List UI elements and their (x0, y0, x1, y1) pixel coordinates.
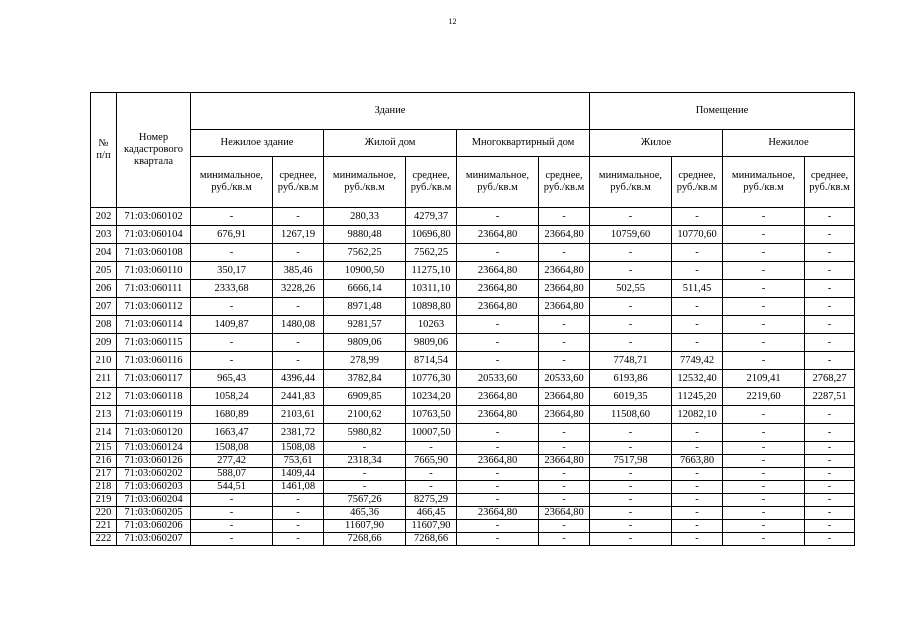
value-min-cell: - (457, 424, 539, 442)
value-avg-cell: 23664,80 (539, 262, 590, 280)
header-min: минимальное, руб./кв.м (191, 157, 273, 208)
cadastral-quarter-code: 71:03:060111 (117, 280, 191, 298)
value-avg-cell: - (273, 520, 324, 533)
value-min-cell: - (457, 494, 539, 507)
value-avg-cell: - (539, 352, 590, 370)
row-number: 203 (91, 226, 117, 244)
value-min-cell: 544,51 (191, 481, 273, 494)
header-avg: среднее, руб./кв.м (406, 157, 457, 208)
value-min-cell: - (457, 520, 539, 533)
value-avg-cell: - (805, 226, 855, 244)
value-avg-cell: 2381,72 (273, 424, 324, 442)
value-avg-cell: - (273, 507, 324, 520)
row-number: 214 (91, 424, 117, 442)
value-avg-cell: - (805, 244, 855, 262)
value-min-cell: - (457, 334, 539, 352)
value-min-cell: - (723, 334, 805, 352)
value-avg-cell: - (539, 494, 590, 507)
value-min-cell: - (723, 352, 805, 370)
row-number: 222 (91, 533, 117, 546)
value-avg-cell: 23664,80 (539, 298, 590, 316)
cadastral-quarter-code: 71:03:060116 (117, 352, 191, 370)
row-number: 204 (91, 244, 117, 262)
table-row (91, 468, 855, 481)
value-min-cell: - (723, 533, 805, 546)
cadastral-quarter-code: 71:03:060108 (117, 244, 191, 262)
value-min-cell: 278,99 (324, 352, 406, 370)
value-min-cell: - (457, 468, 539, 481)
value-avg-cell: 1461,08 (273, 481, 324, 494)
value-min-cell: - (324, 468, 406, 481)
value-min-cell: - (723, 481, 805, 494)
value-avg-cell: - (672, 520, 723, 533)
row-number: 211 (91, 370, 117, 388)
value-avg-cell: - (805, 406, 855, 424)
row-number: 216 (91, 455, 117, 468)
value-avg-cell: 7268,66 (406, 533, 457, 546)
cadastral-quarter-code: 71:03:060204 (117, 494, 191, 507)
value-min-cell: - (191, 298, 273, 316)
header-avg: среднее, руб./кв.м (539, 157, 590, 208)
value-avg-cell: 4396,44 (273, 370, 324, 388)
value-avg-cell: - (805, 298, 855, 316)
value-avg-cell: 23664,80 (539, 388, 590, 406)
value-avg-cell: 4279,37 (406, 208, 457, 226)
table-body (91, 208, 855, 546)
value-min-cell: 2318,34 (324, 455, 406, 468)
value-min-cell: 23664,80 (457, 298, 539, 316)
value-min-cell: - (191, 520, 273, 533)
cadastral-quarter-code: 71:03:060117 (117, 370, 191, 388)
value-avg-cell: - (672, 468, 723, 481)
value-avg-cell: - (539, 481, 590, 494)
value-min-cell: - (590, 507, 672, 520)
value-min-cell: - (457, 316, 539, 334)
value-avg-cell: - (672, 244, 723, 262)
value-min-cell: 1680,89 (191, 406, 273, 424)
value-min-cell: 6193,86 (590, 370, 672, 388)
value-avg-cell: - (672, 494, 723, 507)
value-min-cell: - (590, 334, 672, 352)
value-min-cell: 3782,84 (324, 370, 406, 388)
value-avg-cell: 12532,40 (672, 370, 723, 388)
value-min-cell: 676,91 (191, 226, 273, 244)
value-min-cell: 2100,62 (324, 406, 406, 424)
value-avg-cell: - (273, 244, 324, 262)
value-avg-cell: 10696,80 (406, 226, 457, 244)
value-avg-cell: 10311,10 (406, 280, 457, 298)
value-avg-cell: 10898,80 (406, 298, 457, 316)
row-number: 213 (91, 406, 117, 424)
value-min-cell: - (723, 442, 805, 455)
value-min-cell: - (324, 481, 406, 494)
value-min-cell: 11508,60 (590, 406, 672, 424)
value-avg-cell: - (406, 481, 457, 494)
value-avg-cell: - (273, 352, 324, 370)
header-min: минимальное, руб./кв.м (590, 157, 672, 208)
value-avg-cell: 7562,25 (406, 244, 457, 262)
value-avg-cell: 10263 (406, 316, 457, 334)
value-min-cell: 23664,80 (457, 406, 539, 424)
cadastral-quarter-code: 71:03:060112 (117, 298, 191, 316)
value-min-cell: - (191, 507, 273, 520)
value-min-cell: 6909,85 (324, 388, 406, 406)
value-min-cell: - (457, 352, 539, 370)
cadastral-quarter-code: 71:03:060126 (117, 455, 191, 468)
value-avg-cell: 8714,54 (406, 352, 457, 370)
value-min-cell: 23664,80 (457, 280, 539, 298)
value-min-cell: 9281,57 (324, 316, 406, 334)
value-min-cell: 11607,90 (324, 520, 406, 533)
value-min-cell: 7517,98 (590, 455, 672, 468)
value-min-cell: - (191, 244, 273, 262)
value-avg-cell: - (805, 520, 855, 533)
header-min: минимальное, руб./кв.м (457, 157, 539, 208)
value-avg-cell: - (805, 280, 855, 298)
value-min-cell: - (590, 298, 672, 316)
value-avg-cell: 10763,50 (406, 406, 457, 424)
value-avg-cell: - (805, 507, 855, 520)
table-row (91, 334, 855, 352)
header-num: № п/п (91, 93, 117, 208)
value-min-cell: - (723, 262, 805, 280)
value-avg-cell: - (406, 468, 457, 481)
value-min-cell: 588,07 (191, 468, 273, 481)
header-premises: Помещение (590, 93, 855, 130)
table-row (91, 424, 855, 442)
row-number: 208 (91, 316, 117, 334)
value-avg-cell: - (273, 533, 324, 546)
value-min-cell: 965,43 (191, 370, 273, 388)
value-avg-cell: - (805, 424, 855, 442)
value-avg-cell: - (539, 520, 590, 533)
value-min-cell: 9880,48 (324, 226, 406, 244)
cadastral-quarter-code: 71:03:060120 (117, 424, 191, 442)
value-min-cell: - (590, 244, 672, 262)
value-avg-cell: 10007,50 (406, 424, 457, 442)
value-min-cell: - (723, 520, 805, 533)
value-avg-cell: 7663,80 (672, 455, 723, 468)
row-number: 215 (91, 442, 117, 455)
header-quarter: Номер кадастрового квартала (117, 93, 191, 208)
value-min-cell: 8971,48 (324, 298, 406, 316)
value-avg-cell: - (273, 494, 324, 507)
value-min-cell: - (723, 455, 805, 468)
value-avg-cell: - (805, 352, 855, 370)
value-min-cell: - (590, 481, 672, 494)
value-avg-cell: - (672, 442, 723, 455)
value-avg-cell: 1409,44 (273, 468, 324, 481)
value-min-cell: - (590, 424, 672, 442)
cadastral-quarter-code: 71:03:060206 (117, 520, 191, 533)
value-min-cell: 1508,08 (191, 442, 273, 455)
row-number: 202 (91, 208, 117, 226)
value-avg-cell: 23664,80 (539, 455, 590, 468)
value-avg-cell: - (805, 455, 855, 468)
value-min-cell: - (590, 468, 672, 481)
table-row (91, 280, 855, 298)
value-avg-cell: 1508,08 (273, 442, 324, 455)
value-min-cell: - (191, 533, 273, 546)
value-min-cell: 1409,87 (191, 316, 273, 334)
value-avg-cell: - (539, 533, 590, 546)
value-avg-cell: 10770,60 (672, 226, 723, 244)
value-avg-cell: 12082,10 (672, 406, 723, 424)
value-min-cell: 23664,80 (457, 226, 539, 244)
value-avg-cell: 23664,80 (539, 507, 590, 520)
header-nonres-building: Нежилое здание (191, 130, 324, 157)
value-avg-cell: 1267,19 (273, 226, 324, 244)
value-min-cell: 23664,80 (457, 388, 539, 406)
value-min-cell: 6666,14 (324, 280, 406, 298)
value-avg-cell: - (805, 334, 855, 352)
value-avg-cell: 3228,26 (273, 280, 324, 298)
table-row (91, 406, 855, 424)
value-min-cell: - (723, 424, 805, 442)
value-min-cell: - (723, 298, 805, 316)
value-avg-cell: - (805, 442, 855, 455)
value-avg-cell: 7665,90 (406, 455, 457, 468)
value-avg-cell: - (539, 424, 590, 442)
value-min-cell: - (723, 494, 805, 507)
header-avg: среднее, руб./кв.м (672, 157, 723, 208)
table-row (91, 455, 855, 468)
value-avg-cell: - (539, 208, 590, 226)
row-number: 210 (91, 352, 117, 370)
value-min-cell: 6019,35 (590, 388, 672, 406)
value-avg-cell: - (539, 244, 590, 262)
value-min-cell: - (457, 208, 539, 226)
value-avg-cell: - (539, 442, 590, 455)
value-min-cell: 502,55 (590, 280, 672, 298)
cadastral-quarter-code: 71:03:060114 (117, 316, 191, 334)
header-min: минимальное, руб./кв.м (324, 157, 406, 208)
value-min-cell: 23664,80 (457, 262, 539, 280)
header-avg: среднее, руб./кв.м (273, 157, 324, 208)
value-avg-cell: 23664,80 (539, 226, 590, 244)
value-avg-cell: - (805, 316, 855, 334)
table-row (91, 388, 855, 406)
table-row (91, 442, 855, 455)
row-number: 206 (91, 280, 117, 298)
cadastral-quarter-code: 71:03:060124 (117, 442, 191, 455)
value-avg-cell: 9809,06 (406, 334, 457, 352)
row-number: 209 (91, 334, 117, 352)
value-min-cell: 10900,50 (324, 262, 406, 280)
value-min-cell: - (723, 316, 805, 334)
value-avg-cell: 2441,83 (273, 388, 324, 406)
value-min-cell: - (191, 208, 273, 226)
value-avg-cell: - (672, 316, 723, 334)
value-avg-cell: 1480,08 (273, 316, 324, 334)
value-avg-cell: 8275,29 (406, 494, 457, 507)
value-avg-cell: - (273, 298, 324, 316)
value-avg-cell: - (539, 468, 590, 481)
cadastral-quarter-code: 71:03:060119 (117, 406, 191, 424)
value-avg-cell: - (805, 533, 855, 546)
table-row (91, 298, 855, 316)
table-row (91, 208, 855, 226)
value-min-cell: - (590, 520, 672, 533)
value-avg-cell: - (805, 494, 855, 507)
value-avg-cell: 23664,80 (539, 406, 590, 424)
value-min-cell: - (191, 334, 273, 352)
value-min-cell: - (723, 244, 805, 262)
value-min-cell: - (590, 442, 672, 455)
table-row (91, 494, 855, 507)
value-min-cell: - (590, 316, 672, 334)
value-min-cell: 23664,80 (457, 507, 539, 520)
value-avg-cell: 10234,20 (406, 388, 457, 406)
value-avg-cell: 23664,80 (539, 280, 590, 298)
value-min-cell: - (723, 280, 805, 298)
table-row (91, 262, 855, 280)
table-row (91, 370, 855, 388)
table-row (91, 507, 855, 520)
value-avg-cell: 2287,51 (805, 388, 855, 406)
row-number: 217 (91, 468, 117, 481)
value-min-cell: 7748,71 (590, 352, 672, 370)
value-avg-cell: - (539, 316, 590, 334)
value-min-cell: - (191, 494, 273, 507)
value-min-cell: - (324, 442, 406, 455)
row-number: 207 (91, 298, 117, 316)
value-avg-cell: 20533,60 (539, 370, 590, 388)
value-min-cell: 7268,66 (324, 533, 406, 546)
table-row (91, 481, 855, 494)
value-min-cell: - (723, 507, 805, 520)
cadastral-quarter-code: 71:03:060110 (117, 262, 191, 280)
cadastral-quarter-code: 71:03:060202 (117, 468, 191, 481)
header-building: Здание (191, 93, 590, 130)
value-avg-cell: 385,46 (273, 262, 324, 280)
row-number: 219 (91, 494, 117, 507)
value-avg-cell: - (672, 533, 723, 546)
cadastral-quarter-code: 71:03:060207 (117, 533, 191, 546)
value-min-cell: 9809,06 (324, 334, 406, 352)
value-min-cell: - (191, 352, 273, 370)
cadastral-value-table (90, 92, 855, 546)
table-row (91, 520, 855, 533)
cadastral-quarter-code: 71:03:060203 (117, 481, 191, 494)
cadastral-quarter-code: 71:03:060118 (117, 388, 191, 406)
header-nonresidential: Нежилое (723, 130, 855, 157)
value-avg-cell: 7749,42 (672, 352, 723, 370)
cadastral-quarter-code: 71:03:060104 (117, 226, 191, 244)
cadastral-quarter-code: 71:03:060205 (117, 507, 191, 520)
value-min-cell: 10759,60 (590, 226, 672, 244)
value-avg-cell: 11275,10 (406, 262, 457, 280)
value-avg-cell: 11607,90 (406, 520, 457, 533)
value-min-cell: - (723, 208, 805, 226)
table-row (91, 316, 855, 334)
value-min-cell: - (457, 442, 539, 455)
value-avg-cell: - (273, 334, 324, 352)
value-min-cell: 277,42 (191, 455, 273, 468)
value-avg-cell: - (672, 424, 723, 442)
row-number: 221 (91, 520, 117, 533)
value-avg-cell: - (805, 481, 855, 494)
value-min-cell: - (723, 226, 805, 244)
header-residential: Жилое (590, 130, 723, 157)
value-min-cell: 5980,82 (324, 424, 406, 442)
row-number: 218 (91, 481, 117, 494)
value-avg-cell: - (406, 442, 457, 455)
row-number: 212 (91, 388, 117, 406)
cadastral-quarter-code: 71:03:060115 (117, 334, 191, 352)
value-min-cell: 465,36 (324, 507, 406, 520)
value-min-cell: - (723, 468, 805, 481)
header-avg: среднее, руб./кв.м (805, 157, 855, 208)
header-house: Жилой дом (324, 130, 457, 157)
value-min-cell: 2219,60 (723, 388, 805, 406)
table-row (91, 352, 855, 370)
value-avg-cell: - (672, 208, 723, 226)
value-min-cell: - (590, 494, 672, 507)
value-min-cell: 350,17 (191, 262, 273, 280)
cadastral-quarter-code: 71:03:060102 (117, 208, 191, 226)
value-avg-cell: - (672, 481, 723, 494)
value-avg-cell: 11245,20 (672, 388, 723, 406)
value-min-cell: - (457, 533, 539, 546)
row-number: 220 (91, 507, 117, 520)
table-row (91, 533, 855, 546)
value-min-cell: 2109,41 (723, 370, 805, 388)
value-avg-cell: 466,45 (406, 507, 457, 520)
value-min-cell: - (590, 208, 672, 226)
value-min-cell: - (723, 406, 805, 424)
value-min-cell: - (590, 533, 672, 546)
value-avg-cell: - (805, 208, 855, 226)
value-min-cell: 280,33 (324, 208, 406, 226)
value-min-cell: 7562,25 (324, 244, 406, 262)
value-avg-cell: 10776,30 (406, 370, 457, 388)
page-number: 12 (448, 17, 457, 26)
value-min-cell: - (457, 244, 539, 262)
header-apartment-house: Многоквартирный дом (457, 130, 590, 157)
value-min-cell: 7567,26 (324, 494, 406, 507)
value-avg-cell: - (273, 208, 324, 226)
value-avg-cell: - (805, 262, 855, 280)
value-min-cell: - (590, 262, 672, 280)
value-avg-cell: 753,61 (273, 455, 324, 468)
row-number: 205 (91, 262, 117, 280)
value-avg-cell: - (672, 262, 723, 280)
value-avg-cell: 2768,27 (805, 370, 855, 388)
value-min-cell: 1058,24 (191, 388, 273, 406)
value-min-cell: - (457, 481, 539, 494)
value-min-cell: 2333,68 (191, 280, 273, 298)
value-min-cell: 23664,80 (457, 455, 539, 468)
header-min: минимальное, руб./кв.м (723, 157, 805, 208)
value-avg-cell: 511,45 (672, 280, 723, 298)
value-avg-cell: - (672, 298, 723, 316)
value-avg-cell: - (672, 334, 723, 352)
value-avg-cell: - (672, 507, 723, 520)
value-min-cell: 1663,47 (191, 424, 273, 442)
value-avg-cell: - (805, 468, 855, 481)
value-min-cell: 20533,60 (457, 370, 539, 388)
value-avg-cell: - (539, 334, 590, 352)
table-row (91, 226, 855, 244)
value-avg-cell: 2103,61 (273, 406, 324, 424)
table-row (91, 244, 855, 262)
